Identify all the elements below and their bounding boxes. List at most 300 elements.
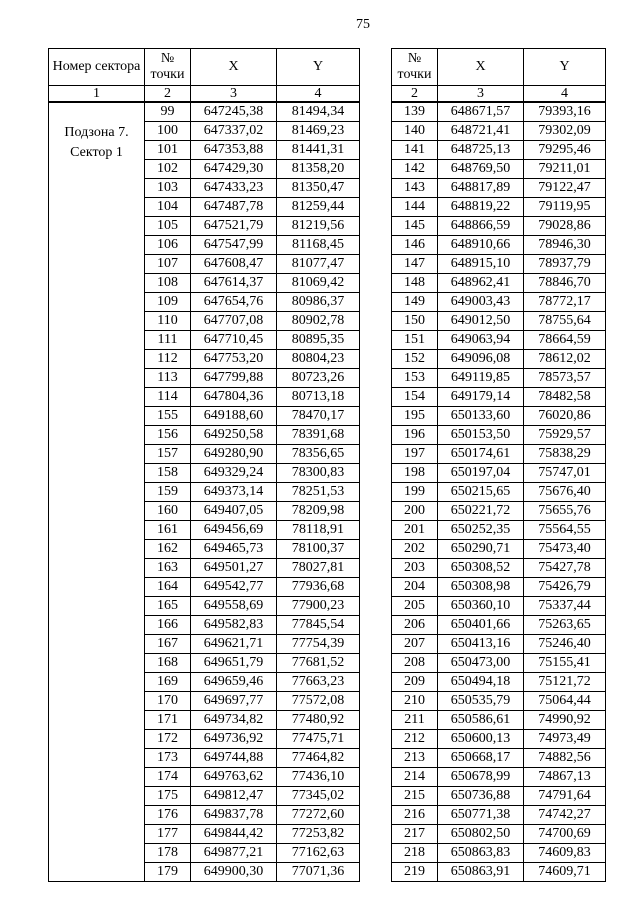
point-number-cell: 199 bbox=[392, 483, 438, 502]
y-coordinate-cell: 78946,30 bbox=[524, 236, 606, 255]
y-coordinate-cell: 77572,08 bbox=[277, 692, 360, 711]
point-number-cell: 163 bbox=[145, 559, 191, 578]
table-row bbox=[392, 730, 606, 749]
y-coordinate-cell: 79028,86 bbox=[524, 217, 606, 236]
page-number: 75 bbox=[356, 17, 370, 32]
y-coordinate-cell: 81350,47 bbox=[277, 179, 360, 198]
table-row bbox=[392, 426, 606, 445]
table-row bbox=[392, 673, 606, 692]
y-coordinate-cell: 80902,78 bbox=[277, 312, 360, 331]
point-number-cell: 195 bbox=[392, 407, 438, 426]
point-number-cell: 174 bbox=[145, 768, 191, 787]
table-row bbox=[392, 331, 606, 350]
x-coordinate-cell: 647804,36 bbox=[191, 388, 277, 407]
x-coordinate-cell: 647487,78 bbox=[191, 198, 277, 217]
y-coordinate-cell: 77480,92 bbox=[277, 711, 360, 730]
table-row bbox=[392, 635, 606, 654]
y-coordinate-cell: 79302,09 bbox=[524, 122, 606, 141]
x-coordinate-cell: 649501,27 bbox=[191, 559, 277, 578]
table-row bbox=[392, 464, 606, 483]
y-coordinate-cell: 75121,72 bbox=[524, 673, 606, 692]
table-row bbox=[392, 388, 606, 407]
point-number-cell: 197 bbox=[392, 445, 438, 464]
right-header-row bbox=[392, 49, 606, 86]
point-number-cell: 217 bbox=[392, 825, 438, 844]
y-coordinate-cell: 77345,02 bbox=[277, 787, 360, 806]
y-coordinate-cell: 79122,47 bbox=[524, 179, 606, 198]
y-coordinate-cell: 74867,13 bbox=[524, 768, 606, 787]
table-row bbox=[392, 578, 606, 597]
x-coordinate-cell: 647654,76 bbox=[191, 293, 277, 312]
table-row bbox=[392, 616, 606, 635]
y-coordinate-cell: 78482,58 bbox=[524, 388, 606, 407]
y-coordinate-cell: 80895,35 bbox=[277, 331, 360, 350]
y-coordinate-cell: 78209,98 bbox=[277, 502, 360, 521]
x-coordinate-cell: 649003,43 bbox=[438, 293, 524, 312]
y-coordinate-cell: 79211,01 bbox=[524, 160, 606, 179]
point-number-cell: 210 bbox=[392, 692, 438, 711]
x-coordinate-cell: 647353,88 bbox=[191, 141, 277, 160]
point-number-cell: 206 bbox=[392, 616, 438, 635]
x-coordinate-cell: 650771,38 bbox=[438, 806, 524, 825]
point-number-cell: 152 bbox=[392, 350, 438, 369]
sector-label: Подзона 7. Сектор 1 bbox=[49, 102, 145, 882]
point-number-cell: 142 bbox=[392, 160, 438, 179]
x-coordinate-cell: 650133,60 bbox=[438, 407, 524, 426]
column-number: 2 bbox=[392, 86, 438, 103]
y-coordinate-cell: 77845,54 bbox=[277, 616, 360, 635]
y-coordinate-cell: 80713,18 bbox=[277, 388, 360, 407]
x-coordinate-cell: 649542,77 bbox=[191, 578, 277, 597]
x-coordinate-cell: 647433,23 bbox=[191, 179, 277, 198]
left-table-body bbox=[49, 102, 360, 882]
point-number-cell: 207 bbox=[392, 635, 438, 654]
x-coordinate-cell: 649179,14 bbox=[438, 388, 524, 407]
x-coordinate-cell: 647710,45 bbox=[191, 331, 277, 350]
column-number: 4 bbox=[277, 86, 360, 103]
x-coordinate-cell: 649844,42 bbox=[191, 825, 277, 844]
y-coordinate-cell: 78100,37 bbox=[277, 540, 360, 559]
point-number-cell: 169 bbox=[145, 673, 191, 692]
table-row bbox=[392, 236, 606, 255]
table-row bbox=[392, 559, 606, 578]
point-number-cell: 147 bbox=[392, 255, 438, 274]
point-number-cell: 204 bbox=[392, 578, 438, 597]
point-number-cell: 101 bbox=[145, 141, 191, 160]
table-row bbox=[392, 217, 606, 236]
y-coordinate-cell: 78356,65 bbox=[277, 445, 360, 464]
y-coordinate-cell: 75246,40 bbox=[524, 635, 606, 654]
point-number-cell: 100 bbox=[145, 122, 191, 141]
point-number-cell: 111 bbox=[145, 331, 191, 350]
point-number-cell: 170 bbox=[145, 692, 191, 711]
x-coordinate-cell: 649012,50 bbox=[438, 312, 524, 331]
y-coordinate-cell: 74882,56 bbox=[524, 749, 606, 768]
y-coordinate-cell: 78027,81 bbox=[277, 559, 360, 578]
point-number-cell: 214 bbox=[392, 768, 438, 787]
y-coordinate-cell: 78755,64 bbox=[524, 312, 606, 331]
x-coordinate-cell: 649651,79 bbox=[191, 654, 277, 673]
table-row bbox=[392, 825, 606, 844]
y-coordinate-cell: 75676,40 bbox=[524, 483, 606, 502]
y-coordinate-cell: 75427,78 bbox=[524, 559, 606, 578]
y-coordinate-cell: 80723,26 bbox=[277, 369, 360, 388]
x-coordinate-cell: 650413,16 bbox=[438, 635, 524, 654]
y-coordinate-cell: 81259,44 bbox=[277, 198, 360, 217]
table-row bbox=[392, 179, 606, 198]
y-coordinate-cell: 77663,23 bbox=[277, 673, 360, 692]
x-coordinate-cell: 649582,83 bbox=[191, 616, 277, 635]
x-coordinate-cell: 649900,30 bbox=[191, 863, 277, 882]
header-point-number: № точки bbox=[145, 49, 191, 86]
y-coordinate-cell: 77681,52 bbox=[277, 654, 360, 673]
point-number-cell: 150 bbox=[392, 312, 438, 331]
x-coordinate-cell: 649812,47 bbox=[191, 787, 277, 806]
point-number-cell: 219 bbox=[392, 863, 438, 882]
point-number-cell: 155 bbox=[145, 407, 191, 426]
y-coordinate-cell: 77475,71 bbox=[277, 730, 360, 749]
y-coordinate-cell: 78391,68 bbox=[277, 426, 360, 445]
point-number-cell: 99 bbox=[145, 102, 191, 122]
x-coordinate-cell: 650494,18 bbox=[438, 673, 524, 692]
x-coordinate-cell: 650863,83 bbox=[438, 844, 524, 863]
y-coordinate-cell: 78300,83 bbox=[277, 464, 360, 483]
x-coordinate-cell: 650215,65 bbox=[438, 483, 524, 502]
x-coordinate-cell: 648866,59 bbox=[438, 217, 524, 236]
x-coordinate-cell: 650736,88 bbox=[438, 787, 524, 806]
y-coordinate-cell: 81358,20 bbox=[277, 160, 360, 179]
point-number-cell: 160 bbox=[145, 502, 191, 521]
y-coordinate-cell: 79295,46 bbox=[524, 141, 606, 160]
x-coordinate-cell: 649456,69 bbox=[191, 521, 277, 540]
y-coordinate-cell: 77272,60 bbox=[277, 806, 360, 825]
point-number-cell: 166 bbox=[145, 616, 191, 635]
x-coordinate-cell: 647707,08 bbox=[191, 312, 277, 331]
y-coordinate-cell: 81219,56 bbox=[277, 217, 360, 236]
point-number-cell: 159 bbox=[145, 483, 191, 502]
x-coordinate-cell: 648721,41 bbox=[438, 122, 524, 141]
y-coordinate-cell: 74791,64 bbox=[524, 787, 606, 806]
x-coordinate-cell: 649119,85 bbox=[438, 369, 524, 388]
x-coordinate-cell: 647547,99 bbox=[191, 236, 277, 255]
y-coordinate-cell: 75473,40 bbox=[524, 540, 606, 559]
y-coordinate-cell: 75564,55 bbox=[524, 521, 606, 540]
y-coordinate-cell: 77162,63 bbox=[277, 844, 360, 863]
point-number-cell: 205 bbox=[392, 597, 438, 616]
point-number-cell: 196 bbox=[392, 426, 438, 445]
point-number-cell: 110 bbox=[145, 312, 191, 331]
y-coordinate-cell: 81441,31 bbox=[277, 141, 360, 160]
point-number-cell: 113 bbox=[145, 369, 191, 388]
left-coordinates-table bbox=[48, 48, 360, 882]
y-coordinate-cell: 77253,82 bbox=[277, 825, 360, 844]
point-number-cell: 145 bbox=[392, 217, 438, 236]
point-number-cell: 165 bbox=[145, 597, 191, 616]
x-coordinate-cell: 650473,00 bbox=[438, 654, 524, 673]
point-number-cell: 139 bbox=[392, 102, 438, 122]
table-row bbox=[392, 521, 606, 540]
y-coordinate-cell: 77900,23 bbox=[277, 597, 360, 616]
point-number-cell: 178 bbox=[145, 844, 191, 863]
x-coordinate-cell: 649329,24 bbox=[191, 464, 277, 483]
y-coordinate-cell: 78118,91 bbox=[277, 521, 360, 540]
point-number-cell: 172 bbox=[145, 730, 191, 749]
header-y: Y bbox=[524, 49, 606, 86]
point-number-cell: 164 bbox=[145, 578, 191, 597]
y-coordinate-cell: 77464,82 bbox=[277, 749, 360, 768]
table-row bbox=[392, 844, 606, 863]
y-coordinate-cell: 77071,36 bbox=[277, 863, 360, 882]
x-coordinate-cell: 649063,94 bbox=[438, 331, 524, 350]
y-coordinate-cell: 78470,17 bbox=[277, 407, 360, 426]
point-number-cell: 153 bbox=[392, 369, 438, 388]
x-coordinate-cell: 648910,66 bbox=[438, 236, 524, 255]
x-coordinate-cell: 647799,88 bbox=[191, 369, 277, 388]
table-row bbox=[392, 597, 606, 616]
x-coordinate-cell: 647245,38 bbox=[191, 102, 277, 122]
point-number-cell: 151 bbox=[392, 331, 438, 350]
x-coordinate-cell: 649373,14 bbox=[191, 483, 277, 502]
y-coordinate-cell: 74700,69 bbox=[524, 825, 606, 844]
x-coordinate-cell: 647614,37 bbox=[191, 274, 277, 293]
table-row bbox=[392, 654, 606, 673]
y-coordinate-cell: 78846,70 bbox=[524, 274, 606, 293]
table-row bbox=[392, 255, 606, 274]
point-number-cell: 209 bbox=[392, 673, 438, 692]
x-coordinate-cell: 650290,71 bbox=[438, 540, 524, 559]
x-coordinate-cell: 650153,50 bbox=[438, 426, 524, 445]
point-number-cell: 173 bbox=[145, 749, 191, 768]
y-coordinate-cell: 78772,17 bbox=[524, 293, 606, 312]
y-coordinate-cell: 79119,95 bbox=[524, 198, 606, 217]
table-row bbox=[392, 369, 606, 388]
point-number-cell: 103 bbox=[145, 179, 191, 198]
y-coordinate-cell: 81469,23 bbox=[277, 122, 360, 141]
point-number-cell: 141 bbox=[392, 141, 438, 160]
x-coordinate-cell: 649096,08 bbox=[438, 350, 524, 369]
point-number-cell: 212 bbox=[392, 730, 438, 749]
y-coordinate-cell: 74609,83 bbox=[524, 844, 606, 863]
point-number-cell: 168 bbox=[145, 654, 191, 673]
point-number-cell: 158 bbox=[145, 464, 191, 483]
x-coordinate-cell: 650401,66 bbox=[438, 616, 524, 635]
right-column-number-row bbox=[392, 86, 606, 103]
column-number: 1 bbox=[49, 86, 145, 103]
table-row bbox=[392, 540, 606, 559]
x-coordinate-cell: 648915,10 bbox=[438, 255, 524, 274]
x-coordinate-cell: 649280,90 bbox=[191, 445, 277, 464]
x-coordinate-cell: 649558,69 bbox=[191, 597, 277, 616]
table-row bbox=[392, 711, 606, 730]
y-coordinate-cell: 79393,16 bbox=[524, 102, 606, 122]
header-x: X bbox=[191, 49, 277, 86]
y-coordinate-cell: 78251,53 bbox=[277, 483, 360, 502]
point-number-cell: 213 bbox=[392, 749, 438, 768]
x-coordinate-cell: 647337,02 bbox=[191, 122, 277, 141]
header-x: X bbox=[438, 49, 524, 86]
table-row bbox=[392, 407, 606, 426]
y-coordinate-cell: 74742,27 bbox=[524, 806, 606, 825]
table-row bbox=[392, 787, 606, 806]
table-row bbox=[392, 160, 606, 179]
y-coordinate-cell: 74973,49 bbox=[524, 730, 606, 749]
x-coordinate-cell: 649697,77 bbox=[191, 692, 277, 711]
point-number-cell: 177 bbox=[145, 825, 191, 844]
point-number-cell: 102 bbox=[145, 160, 191, 179]
point-number-cell: 112 bbox=[145, 350, 191, 369]
table-row bbox=[392, 483, 606, 502]
point-number-cell: 171 bbox=[145, 711, 191, 730]
x-coordinate-cell: 648962,41 bbox=[438, 274, 524, 293]
point-number-cell: 146 bbox=[392, 236, 438, 255]
x-coordinate-cell: 647608,47 bbox=[191, 255, 277, 274]
y-coordinate-cell: 81494,34 bbox=[277, 102, 360, 122]
x-coordinate-cell: 650802,50 bbox=[438, 825, 524, 844]
point-number-cell: 162 bbox=[145, 540, 191, 559]
x-coordinate-cell: 649734,82 bbox=[191, 711, 277, 730]
y-coordinate-cell: 81077,47 bbox=[277, 255, 360, 274]
point-number-cell: 149 bbox=[392, 293, 438, 312]
point-number-cell: 148 bbox=[392, 274, 438, 293]
point-number-cell: 105 bbox=[145, 217, 191, 236]
x-coordinate-cell: 648671,57 bbox=[438, 102, 524, 122]
table-row bbox=[392, 749, 606, 768]
x-coordinate-cell: 647429,30 bbox=[191, 160, 277, 179]
table-row bbox=[392, 445, 606, 464]
point-number-cell: 175 bbox=[145, 787, 191, 806]
point-number-cell: 176 bbox=[145, 806, 191, 825]
point-number-cell: 216 bbox=[392, 806, 438, 825]
point-number-cell: 218 bbox=[392, 844, 438, 863]
column-number: 3 bbox=[438, 86, 524, 103]
y-coordinate-cell: 74990,92 bbox=[524, 711, 606, 730]
x-coordinate-cell: 650586,61 bbox=[438, 711, 524, 730]
table-row bbox=[49, 102, 360, 122]
y-coordinate-cell: 81168,45 bbox=[277, 236, 360, 255]
x-coordinate-cell: 650535,79 bbox=[438, 692, 524, 711]
x-coordinate-cell: 650221,72 bbox=[438, 502, 524, 521]
point-number-cell: 211 bbox=[392, 711, 438, 730]
y-coordinate-cell: 77936,68 bbox=[277, 578, 360, 597]
y-coordinate-cell: 75064,44 bbox=[524, 692, 606, 711]
table-row bbox=[392, 768, 606, 787]
y-coordinate-cell: 80986,37 bbox=[277, 293, 360, 312]
table-row bbox=[392, 863, 606, 882]
point-number-cell: 108 bbox=[145, 274, 191, 293]
x-coordinate-cell: 647753,20 bbox=[191, 350, 277, 369]
x-coordinate-cell: 649659,46 bbox=[191, 673, 277, 692]
x-coordinate-cell: 649465,73 bbox=[191, 540, 277, 559]
y-coordinate-cell: 75747,01 bbox=[524, 464, 606, 483]
x-coordinate-cell: 649877,21 bbox=[191, 844, 277, 863]
table-row bbox=[392, 692, 606, 711]
header-point-number: № точки bbox=[392, 49, 438, 86]
x-coordinate-cell: 649763,62 bbox=[191, 768, 277, 787]
x-coordinate-cell: 649188,60 bbox=[191, 407, 277, 426]
table-row bbox=[392, 312, 606, 331]
x-coordinate-cell: 649736,92 bbox=[191, 730, 277, 749]
x-coordinate-cell: 650174,61 bbox=[438, 445, 524, 464]
point-number-cell: 156 bbox=[145, 426, 191, 445]
table-row bbox=[392, 274, 606, 293]
y-coordinate-cell: 77436,10 bbox=[277, 768, 360, 787]
point-number-cell: 215 bbox=[392, 787, 438, 806]
table-row bbox=[392, 198, 606, 217]
point-number-cell: 203 bbox=[392, 559, 438, 578]
point-number-cell: 143 bbox=[392, 179, 438, 198]
table-row bbox=[392, 293, 606, 312]
x-coordinate-cell: 648725,13 bbox=[438, 141, 524, 160]
x-coordinate-cell: 650678,99 bbox=[438, 768, 524, 787]
y-coordinate-cell: 75655,76 bbox=[524, 502, 606, 521]
y-coordinate-cell: 78664,59 bbox=[524, 331, 606, 350]
left-header-row bbox=[49, 49, 360, 86]
y-coordinate-cell: 75426,79 bbox=[524, 578, 606, 597]
point-number-cell: 144 bbox=[392, 198, 438, 217]
x-coordinate-cell: 648769,50 bbox=[438, 160, 524, 179]
table-row bbox=[392, 122, 606, 141]
y-coordinate-cell: 78612,02 bbox=[524, 350, 606, 369]
point-number-cell: 140 bbox=[392, 122, 438, 141]
point-number-cell: 202 bbox=[392, 540, 438, 559]
table-row bbox=[392, 102, 606, 122]
left-column-number-row bbox=[49, 86, 360, 103]
right-coordinates-table bbox=[391, 48, 606, 882]
point-number-cell: 179 bbox=[145, 863, 191, 882]
column-number: 2 bbox=[145, 86, 191, 103]
table-row bbox=[392, 350, 606, 369]
point-number-cell: 161 bbox=[145, 521, 191, 540]
point-number-cell: 201 bbox=[392, 521, 438, 540]
x-coordinate-cell: 650600,13 bbox=[438, 730, 524, 749]
y-coordinate-cell: 74609,71 bbox=[524, 863, 606, 882]
x-coordinate-cell: 648817,89 bbox=[438, 179, 524, 198]
x-coordinate-cell: 649621,71 bbox=[191, 635, 277, 654]
y-coordinate-cell: 81069,42 bbox=[277, 274, 360, 293]
y-coordinate-cell: 78937,79 bbox=[524, 255, 606, 274]
x-coordinate-cell: 650668,17 bbox=[438, 749, 524, 768]
x-coordinate-cell: 648819,22 bbox=[438, 198, 524, 217]
point-number-cell: 114 bbox=[145, 388, 191, 407]
point-number-cell: 198 bbox=[392, 464, 438, 483]
y-coordinate-cell: 75155,41 bbox=[524, 654, 606, 673]
point-number-cell: 200 bbox=[392, 502, 438, 521]
x-coordinate-cell: 650252,35 bbox=[438, 521, 524, 540]
header-sector-number: Номер сектора bbox=[49, 49, 145, 86]
y-coordinate-cell: 77754,39 bbox=[277, 635, 360, 654]
table-row bbox=[392, 502, 606, 521]
x-coordinate-cell: 649250,58 bbox=[191, 426, 277, 445]
point-number-cell: 157 bbox=[145, 445, 191, 464]
point-number-cell: 106 bbox=[145, 236, 191, 255]
x-coordinate-cell: 649407,05 bbox=[191, 502, 277, 521]
point-number-cell: 109 bbox=[145, 293, 191, 312]
y-coordinate-cell: 78573,57 bbox=[524, 369, 606, 388]
column-number: 4 bbox=[524, 86, 606, 103]
x-coordinate-cell: 649837,78 bbox=[191, 806, 277, 825]
column-number: 3 bbox=[191, 86, 277, 103]
x-coordinate-cell: 650308,52 bbox=[438, 559, 524, 578]
x-coordinate-cell: 650308,98 bbox=[438, 578, 524, 597]
right-table-body bbox=[392, 102, 606, 882]
point-number-cell: 104 bbox=[145, 198, 191, 217]
point-number-cell: 167 bbox=[145, 635, 191, 654]
table-row bbox=[392, 141, 606, 160]
y-coordinate-cell: 75929,57 bbox=[524, 426, 606, 445]
y-coordinate-cell: 75337,44 bbox=[524, 597, 606, 616]
header-y: Y bbox=[277, 49, 360, 86]
x-coordinate-cell: 649744,88 bbox=[191, 749, 277, 768]
